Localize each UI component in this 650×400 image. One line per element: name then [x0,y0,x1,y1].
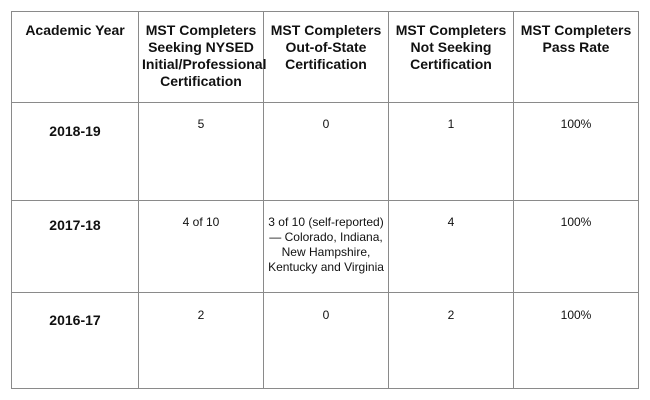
pass-rate-cell: 100% [514,293,639,389]
table-body [12,103,639,389]
header-out-of-state-certification: MST Completers Out-of-State Certification [264,12,389,103]
header-nysed-certification: MST Completers Seeking NYSED Initial/Professional Certification [139,12,264,103]
certification-table [11,11,639,389]
year-cell: 2016-17 [12,293,139,389]
pass-rate-cell: 100% [514,201,639,293]
header-pass-rate: MST Completers Pass Rate [514,12,639,103]
table-header [12,12,639,103]
table-row [12,103,639,201]
table-row [12,201,639,293]
pass-rate-cell: 100% [514,103,639,201]
header-row [12,12,639,103]
nysed-cell: 2 [139,293,264,389]
not-seeking-cell: 2 [389,293,514,389]
not-seeking-cell: 1 [389,103,514,201]
not-seeking-cell: 4 [389,201,514,293]
year-cell: 2017-18 [12,201,139,293]
out-of-state-cell: 3 of 10 (self-reported) — Colorado, Indiana, New Hampshire, Kentucky and Virginia [264,201,389,293]
nysed-cell: 4 of 10 [139,201,264,293]
nysed-cell: 5 [139,103,264,201]
out-of-state-cell: 0 [264,293,389,389]
header-academic-year: Academic Year [12,12,139,103]
table-row [12,293,639,389]
out-of-state-cell: 0 [264,103,389,201]
year-cell: 2018-19 [12,103,139,201]
header-not-seeking-certification: MST Completers Not Seeking Certification [389,12,514,103]
